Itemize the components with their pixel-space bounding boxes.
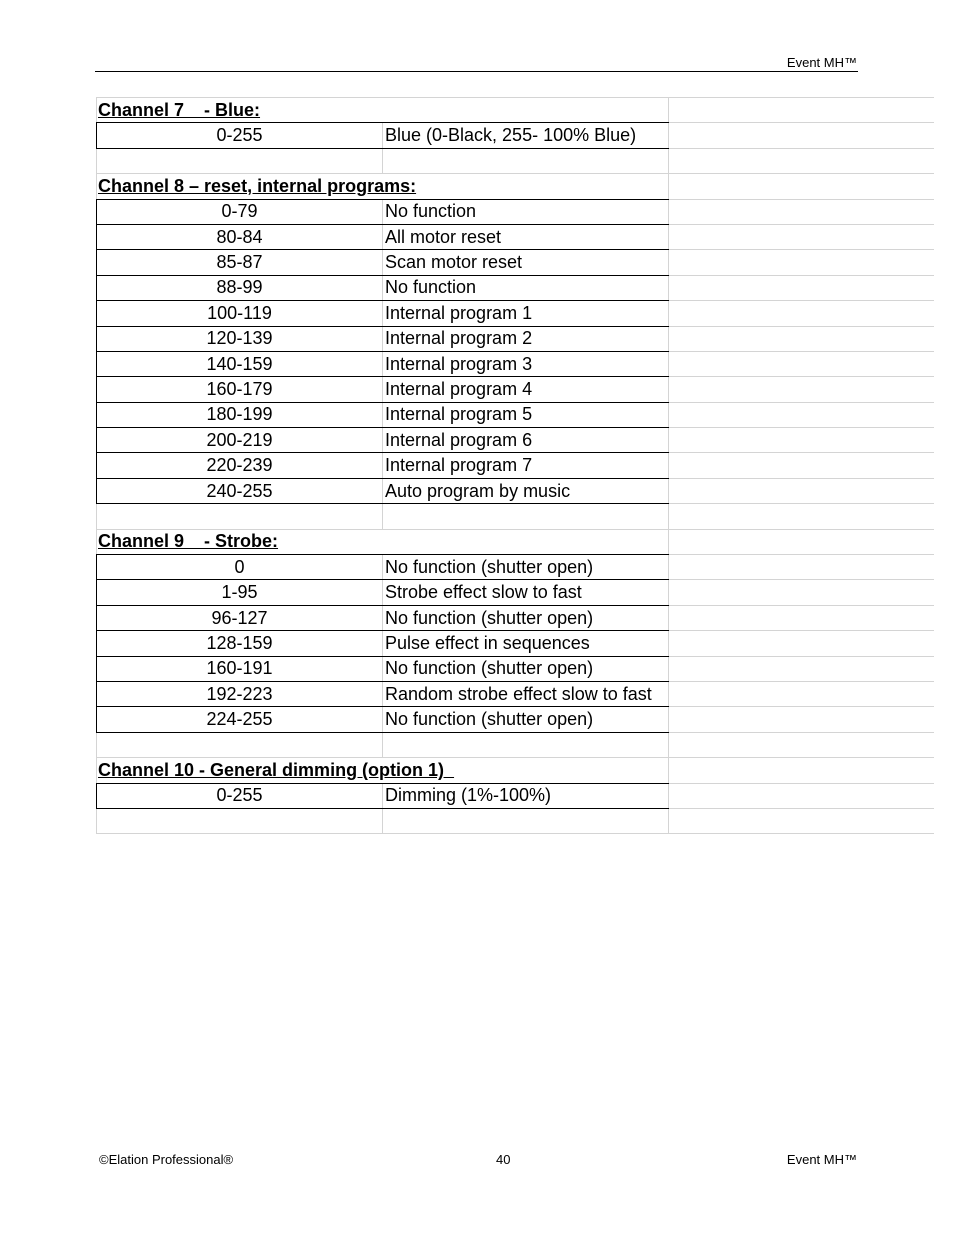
empty-cell xyxy=(669,580,935,605)
table-row xyxy=(97,351,935,376)
function-cell: All motor reset xyxy=(383,224,669,249)
empty-cell xyxy=(669,224,935,249)
dmx-table-body xyxy=(97,98,935,834)
page-header-title: Event MH™ xyxy=(786,55,857,70)
dmx-value-cell: 240-255 xyxy=(97,478,383,503)
dmx-value-cell: 220-239 xyxy=(97,453,383,478)
dmx-value-cell: 128-159 xyxy=(97,631,383,656)
empty-cell xyxy=(669,250,935,275)
empty-cell xyxy=(669,301,935,326)
dmx-value-cell: 200-219 xyxy=(97,428,383,453)
table-row xyxy=(97,199,935,224)
table-row xyxy=(97,428,935,453)
table-row xyxy=(97,656,935,681)
table-row xyxy=(97,402,935,427)
empty-cell xyxy=(669,478,935,503)
function-cell: No function xyxy=(383,199,669,224)
channel-heading: Channel 10 - General dimming (option 1) xyxy=(97,758,669,783)
table-row xyxy=(97,250,935,275)
empty-cell xyxy=(669,98,935,123)
table-row xyxy=(97,605,935,630)
function-cell: Internal program 6 xyxy=(383,428,669,453)
empty-cell xyxy=(669,123,935,148)
empty-cell xyxy=(669,605,935,630)
empty-cell xyxy=(669,148,935,173)
empty-cell xyxy=(97,148,383,173)
channel-heading: Channel 7 - Blue: xyxy=(97,98,669,123)
empty-cell xyxy=(383,808,669,833)
empty-cell xyxy=(383,148,669,173)
footer-copyright: ©Elation Professional® xyxy=(99,1152,234,1167)
empty-cell xyxy=(669,555,935,580)
dmx-value-cell: 1-95 xyxy=(97,580,383,605)
function-cell: No function (shutter open) xyxy=(383,555,669,580)
dmx-value-cell: 96-127 xyxy=(97,605,383,630)
table-row xyxy=(97,453,935,478)
function-cell: No function xyxy=(383,275,669,300)
function-cell: Internal program 2 xyxy=(383,326,669,351)
table-row xyxy=(97,478,935,503)
function-cell: Blue (0-Black, 255- 100% Blue) xyxy=(383,123,669,148)
empty-cell xyxy=(97,732,383,757)
empty-cell xyxy=(669,453,935,478)
function-cell: Internal program 3 xyxy=(383,351,669,376)
blank-row xyxy=(97,148,935,173)
function-cell: Internal program 1 xyxy=(383,301,669,326)
empty-cell xyxy=(97,808,383,833)
dmx-value-cell: 192-223 xyxy=(97,681,383,706)
empty-cell xyxy=(669,808,935,833)
empty-cell xyxy=(97,504,383,529)
channel-heading-row xyxy=(97,174,935,199)
table-row xyxy=(97,707,935,732)
page-number: 40 xyxy=(496,1152,511,1167)
table-row xyxy=(97,224,935,249)
empty-cell xyxy=(669,681,935,706)
dmx-value-cell: 140-159 xyxy=(97,351,383,376)
footer-product-name: Event MH™ xyxy=(786,1152,857,1167)
header-divider xyxy=(95,71,858,72)
empty-cell xyxy=(669,275,935,300)
function-cell: Internal program 4 xyxy=(383,377,669,402)
function-cell: No function (shutter open) xyxy=(383,605,669,630)
table-row xyxy=(97,783,935,808)
channel-heading-row xyxy=(97,98,935,123)
function-cell: No function (shutter open) xyxy=(383,656,669,681)
function-cell: Random strobe effect slow to fast xyxy=(383,681,669,706)
table-row xyxy=(97,681,935,706)
channel-heading: Channel 9 - Strobe: xyxy=(97,529,669,554)
table-row xyxy=(97,377,935,402)
dmx-value-cell: 0-255 xyxy=(97,123,383,148)
dmx-value-cell: 100-119 xyxy=(97,301,383,326)
table-row xyxy=(97,555,935,580)
empty-cell xyxy=(669,758,935,783)
dmx-channel-table xyxy=(96,97,934,834)
empty-cell xyxy=(669,707,935,732)
empty-cell xyxy=(669,631,935,656)
empty-cell xyxy=(669,504,935,529)
dmx-value-cell: 80-84 xyxy=(97,224,383,249)
table-row xyxy=(97,301,935,326)
empty-cell xyxy=(669,732,935,757)
dmx-value-cell: 160-191 xyxy=(97,656,383,681)
dmx-value-cell: 0-79 xyxy=(97,199,383,224)
empty-cell xyxy=(669,351,935,376)
dmx-value-cell: 224-255 xyxy=(97,707,383,732)
table-row xyxy=(97,580,935,605)
empty-cell xyxy=(669,174,935,199)
function-cell: Pulse effect in sequences xyxy=(383,631,669,656)
blank-row xyxy=(97,808,935,833)
dmx-value-cell: 160-179 xyxy=(97,377,383,402)
empty-cell xyxy=(669,529,935,554)
table-row xyxy=(97,631,935,656)
function-cell: Internal program 5 xyxy=(383,402,669,427)
dmx-value-cell: 0-255 xyxy=(97,783,383,808)
empty-cell xyxy=(669,377,935,402)
channel-heading-row xyxy=(97,529,935,554)
table-row xyxy=(97,275,935,300)
empty-cell xyxy=(669,326,935,351)
table-row xyxy=(97,326,935,351)
function-cell: Internal program 7 xyxy=(383,453,669,478)
empty-cell xyxy=(669,428,935,453)
table-row xyxy=(97,123,935,148)
empty-cell xyxy=(383,504,669,529)
function-cell: Dimming (1%-100%) xyxy=(383,783,669,808)
dmx-value-cell: 180-199 xyxy=(97,402,383,427)
function-cell: No function (shutter open) xyxy=(383,707,669,732)
channel-heading-row xyxy=(97,758,935,783)
empty-cell xyxy=(669,783,935,808)
dmx-value-cell: 0 xyxy=(97,555,383,580)
function-cell: Strobe effect slow to fast xyxy=(383,580,669,605)
empty-cell xyxy=(669,199,935,224)
function-cell: Auto program by music xyxy=(383,478,669,503)
blank-row xyxy=(97,732,935,757)
blank-row xyxy=(97,504,935,529)
dmx-value-cell: 88-99 xyxy=(97,275,383,300)
function-cell: Scan motor reset xyxy=(383,250,669,275)
dmx-value-cell: 120-139 xyxy=(97,326,383,351)
empty-cell xyxy=(383,732,669,757)
channel-heading: Channel 8 – reset, internal programs: xyxy=(97,174,669,199)
empty-cell xyxy=(669,402,935,427)
empty-cell xyxy=(669,656,935,681)
dmx-value-cell: 85-87 xyxy=(97,250,383,275)
